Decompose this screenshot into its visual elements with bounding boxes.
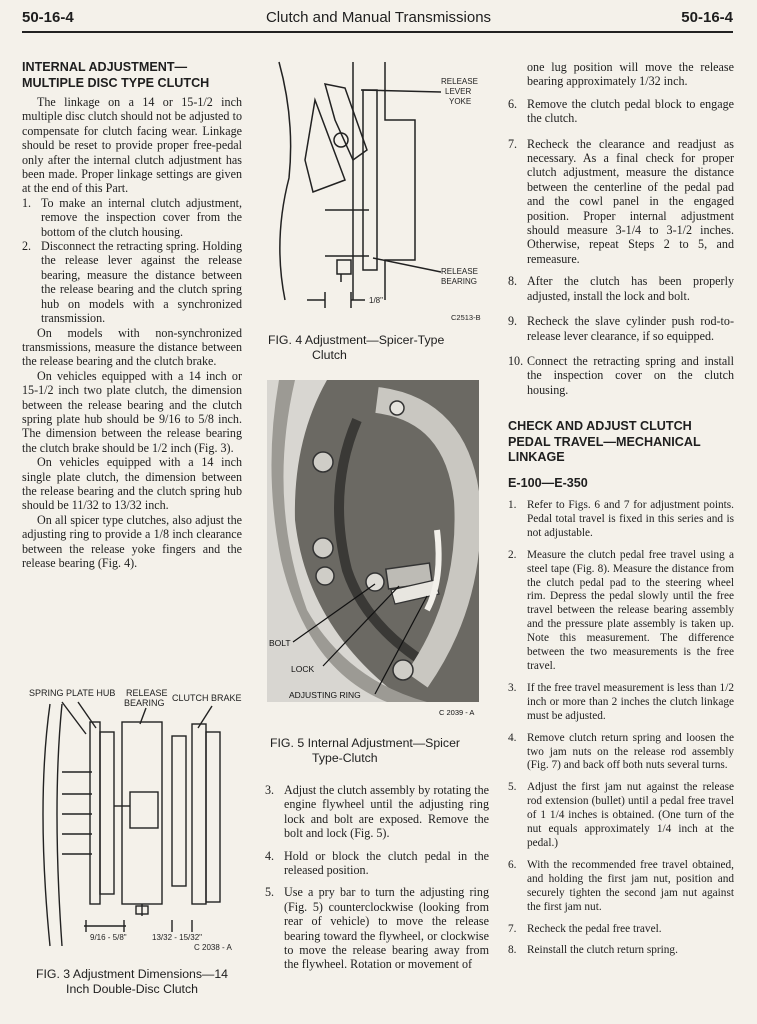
header-rule [22, 31, 733, 33]
step-number: 1. [508, 499, 517, 512]
caption-line-1: FIG. 5 Internal Adjustment—Spicer [270, 736, 461, 750]
step-1 [22, 196, 242, 239]
dimension-hub: 9/16 - 5/8" [90, 933, 127, 942]
e-step-7 [508, 923, 734, 937]
step-2 [22, 239, 242, 325]
paragraph-spicer: On all spicer type clutches, also adjust the adjusting ring to provide a 1/8 inch clearance between the release yoke fingers and the release bearing (Fig. 4). [22, 512, 242, 570]
section-heading-internal-adjustment [22, 60, 242, 91]
step-text: Refer to Figs. 6 and 7 for adjustment points. Pedal total travel is fixed in this series and is not adjustable. [527, 499, 734, 539]
step-text: Reinstall the clutch return spring. [527, 944, 678, 957]
step-text: To make an internal clutch adjustment, remove the inspection cover from the bottom of the clutch housing. [41, 195, 242, 239]
figure-3-adjustment-dimensions [22, 684, 248, 954]
figure-4-spicer-adjustment [265, 60, 495, 324]
heading-line-2: MULTIPLE DISC TYPE CLUTCH [22, 75, 210, 90]
step-number: 7. [508, 136, 518, 151]
dimension-brake: 13/32 - 15/32" [152, 933, 202, 942]
caption-line-2: Inch Double-Disc Clutch [66, 982, 198, 996]
step-8 [508, 274, 734, 303]
step-text: Remove the clutch pedal block to engage the clutch. [527, 96, 734, 126]
step-text: Hold or block the clutch pedal in the released position. [284, 848, 489, 878]
caption-line-1: FIG. 4 Adjustment—Spicer-Type [268, 333, 445, 347]
label-lock: LOCK [291, 664, 315, 674]
e-step-5 [508, 781, 734, 851]
section-heading-pedal-travel [508, 419, 734, 466]
page-number-right: 50-16-4 [681, 9, 733, 26]
step-number: 10. [508, 353, 524, 368]
e-step-1 [508, 499, 734, 541]
step-number: 3. [265, 783, 275, 797]
step-text: With the recommended free travel obtained, and holding the first jam nut, position and securely tighten the second jam nut against the first jam nut. [527, 858, 734, 913]
figure-3-caption [22, 967, 242, 997]
step-number: 6. [508, 96, 518, 111]
figure-5-caption [270, 736, 485, 766]
step-text: Measure the clutch pedal free travel using a steel tape (Fig. 8). Measure the distance from the clutch pedal pad to the steering wheel rim. Depress the pedal slowly until the free travel between the release bearing assembly and the pressure plate assembly is taken up. Note this measurement. The difference between the two measurements is the free travel. [527, 548, 734, 672]
figure-code: C2513-B [451, 313, 481, 322]
dimension-clearance: 1/8" [369, 296, 383, 305]
figure-4-caption [268, 333, 478, 363]
label-release-lever-yoke-2: LEVER [445, 87, 472, 96]
heading-line-1: CHECK AND ADJUST CLUTCH [508, 419, 692, 434]
label-spring-plate-hub: SPRING PLATE HUB [29, 688, 116, 698]
figure-5-photo [267, 380, 479, 716]
step-9 [508, 314, 734, 343]
intro-paragraph: The linkage on a 14 or 15-1/2 inch multiple disc clutch should not be adjusted to compensate for clutch facing wear. Linkage should be reset to provide proper free-pedal only after the internal clutch adjustment has been made. Proper linkage settings are given at the end of this Part. [22, 95, 242, 196]
step-number: 2. [22, 239, 32, 254]
page-title: Clutch and Manual Transmissions [265, 9, 492, 26]
step-text: After the clutch has been properly adjusted, install the lock and bolt. [527, 274, 734, 303]
step-text: Recheck the clearance and readjust as necessary. As a final check for proper clutch adjustment, measure the distance between the centerline of the pedal pad and the cowl panel in the engaged position. Proper internal adjustment should measure 3-1/4 to 3-1/2 inches. Otherwise, repeat Steps 2 to 5, and remeasure. [527, 136, 734, 266]
step-number: 5. [508, 781, 517, 794]
e-step-2 [508, 549, 734, 674]
step-number: 2. [508, 548, 517, 561]
step-text: Recheck the pedal free travel. [527, 922, 662, 935]
subheading-e100-e350: E-100—E-350 [508, 475, 588, 490]
step-5-continued: one lug position will move the release bearing approximately 1/32 inch. [527, 60, 734, 89]
label-clutch-brake: CLUTCH BRAKE [172, 693, 242, 703]
step-text: Disconnect the retracting spring. Holding the release lever against the release bearing, measure the distance between the release bearing and the clutch spring hub on models with a synchronized transmission. [41, 239, 242, 326]
step-5 [265, 885, 489, 971]
page-number-left: 50-16-4 [22, 9, 74, 26]
paragraph-non-synchronized: On models with non-synchronized transmissions, measure the distance between the release bearing and the clutch brake. [22, 325, 242, 369]
heading-line-2: PEDAL TRAVEL—MECHANICAL [508, 434, 701, 449]
label-release-lever-yoke-1: RELEASE [441, 77, 478, 86]
middle-column-steps [265, 783, 489, 972]
label-release-bearing-1: RELEASE [441, 267, 478, 276]
step-6 [508, 97, 734, 126]
left-column [22, 60, 242, 570]
label-release-bearing-line-2: BEARING [124, 698, 165, 708]
label-adjusting-ring: ADJUSTING RING [289, 690, 361, 700]
paragraph-two-plate: On vehicles equipped with a 14 inch or 15-1/2 inch two plate clutch, the dimension between the release bearing and the clutch spring plate hub should be 9/16 to 5/8 inch. The dimension between the release bearing the clutch brake should be 1/2 inch (Fig. 3). [22, 368, 242, 455]
e-step-6 [508, 859, 734, 915]
step-number: 4. [508, 731, 517, 744]
e-step-4 [508, 732, 734, 774]
step-number: 9. [508, 314, 518, 329]
step-text: Connect the retracting spring and install the inspection cover on the clutch housing. [527, 353, 734, 397]
step-3 [265, 783, 489, 841]
step-number: 3. [508, 681, 517, 694]
paragraph-single-plate: On vehicles equipped with a 14 inch single plate clutch, the dimension between the release bearing and the clutch spring hub should be 11/32 to 13/32 inch. [22, 455, 242, 513]
label-release-lever-yoke-3: YOKE [449, 97, 472, 106]
step-number: 7. [508, 922, 517, 935]
step-4 [265, 849, 489, 878]
caption-line-2: Clutch [312, 348, 347, 362]
heading-line-3: LINKAGE [508, 450, 565, 465]
step-number: 5. [265, 885, 275, 900]
step-number: 8. [508, 944, 517, 957]
figure-code: C 2038 - A [194, 943, 232, 952]
e-step-8 [508, 944, 734, 958]
step-number: 1. [22, 195, 32, 210]
label-release-bearing-line-1: RELEASE [126, 688, 168, 698]
step-text: Remove clutch return spring and loosen the two jam nuts on the release rod assembly (Fig. 7) and back off both nuts several turns. [527, 731, 734, 772]
right-column [508, 60, 734, 958]
step-text: Adjust the first jam nut against the release rod extension (bullet) until a pedal free travel of 1 1/4 inches is obtained. (One turn of the nut equals approximately 1/4 inch at the pedal.) [527, 781, 734, 849]
caption-line-2: Type-Clutch [312, 751, 378, 765]
step-number: 8. [508, 274, 518, 289]
label-release-bearing-2: BEARING [441, 277, 478, 286]
step-7 [508, 137, 734, 267]
step-text: Recheck the slave cylinder push rod-to-release lever clearance, if so equipped. [527, 314, 734, 343]
step-number: 6. [508, 858, 517, 871]
figure-code: C 2039 - A [439, 708, 475, 716]
step-text: Adjust the clutch assembly by rotating the engine flywheel until the adjusting ring lock and bolt are exposed. Remove the bolt and lock (Fig. 5). [284, 783, 489, 841]
e-step-3 [508, 682, 734, 724]
step-number: 4. [265, 848, 275, 863]
step-10 [508, 354, 734, 397]
caption-line-1: FIG. 3 Adjustment Dimensions—14 [35, 967, 229, 981]
heading-line-1: INTERNAL ADJUSTMENT— [22, 60, 188, 74]
label-bolt: BOLT [269, 638, 291, 648]
step-text: Use a pry bar to turn the adjusting ring (Fig. 5) counterclockwise (looking from rear of vehicle) to move the release bearing toward the flywheel, or clockwise to move the release bearing away from the flywheel. Rotation or movement of [284, 885, 489, 972]
step-text: If the free travel measurement is less than 1/2 inch or more than 2 inches the clutch linkage must be adjusted. [527, 681, 734, 722]
